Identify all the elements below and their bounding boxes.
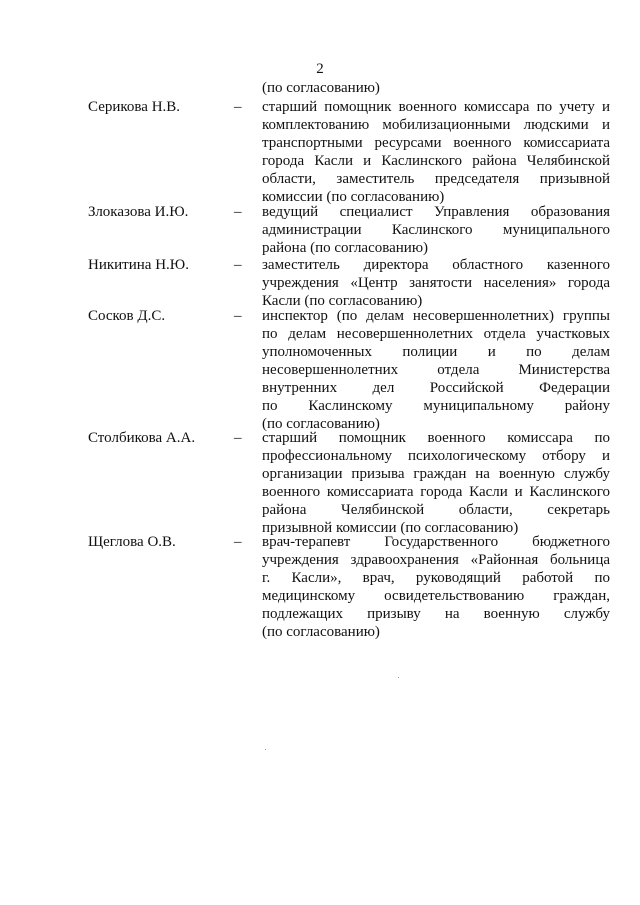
description-line: района Челябинской области, секретарь bbox=[262, 502, 610, 518]
member-description bbox=[262, 429, 610, 537]
description-line: уполномоченных полиции и по делам bbox=[262, 344, 610, 360]
member-name: Сосков Д.С. bbox=[88, 308, 166, 324]
member-name: Никитина Н.Ю. bbox=[88, 257, 189, 273]
description-line: призывной комиссии (по согласованию) bbox=[262, 520, 519, 536]
page-number: 2 bbox=[316, 61, 324, 77]
description-line: организации призыва граждан на военную службу bbox=[262, 466, 610, 482]
member-dash: – bbox=[234, 257, 242, 273]
description-line: Касли (по согласованию) bbox=[262, 293, 423, 309]
description-line: ведущий специалист Управления образования bbox=[262, 204, 610, 220]
continuation-text: (по согласованию) bbox=[262, 80, 380, 96]
member-dash: – bbox=[234, 204, 242, 220]
description-line: учреждения «Центр занятости населения» города bbox=[262, 275, 610, 291]
description-line: внутренних дел Российской Федерации bbox=[262, 380, 610, 396]
description-line: города Касли и Каслинского района Челябинской bbox=[262, 153, 610, 169]
member-dash: – bbox=[234, 308, 242, 324]
description-line: комиссии (по согласованию) bbox=[262, 189, 445, 205]
description-line: г. Касли», врач, руководящий работой по bbox=[262, 570, 610, 586]
member-name: Столбикова А.А. bbox=[88, 430, 196, 446]
description-line: комплектованию мобилизационными людскими и bbox=[262, 117, 610, 133]
member-description bbox=[262, 98, 610, 206]
description-line: по делам несовершеннолетних отдела участковых bbox=[262, 326, 610, 342]
description-line: подлежащих призыву на военную службу bbox=[262, 606, 610, 622]
description-line: несовершеннолетних отдела Министерства bbox=[262, 362, 610, 378]
description-line: учреждения здравоохранения «Районная больница bbox=[262, 552, 610, 568]
description-line: военного комиссариата города Касли и Каслинского bbox=[262, 484, 610, 500]
member-dash: – bbox=[234, 430, 242, 446]
description-line: области, заместитель председателя призывной bbox=[262, 171, 610, 187]
member-description bbox=[262, 203, 610, 257]
member-dash: – bbox=[234, 534, 242, 550]
description-line: старший помощник военного комиссара по учету и bbox=[262, 99, 610, 115]
member-description bbox=[262, 533, 610, 641]
description-line: администрации Каслинского муниципального bbox=[262, 222, 610, 238]
description-line: заместитель директора областного казенного bbox=[262, 257, 610, 273]
description-line: по Каслинскому муниципальному району bbox=[262, 398, 610, 414]
member-dash: – bbox=[234, 99, 242, 115]
description-line: инспектор (по делам несовершеннолетних) группы bbox=[262, 308, 610, 324]
description-line: района (по согласованию) bbox=[262, 240, 429, 256]
member-name: Щеглова О.В. bbox=[88, 534, 176, 550]
member-name: Серикова Н.В. bbox=[88, 99, 181, 115]
description-line: медицинскому освидетельствованию граждан, bbox=[262, 588, 610, 604]
description-line: (по согласованию) bbox=[262, 416, 380, 432]
description-line: (по согласованию) bbox=[262, 624, 380, 640]
member-name: Злоказова И.Ю. bbox=[88, 204, 189, 220]
member-description bbox=[262, 256, 610, 310]
scan-speck bbox=[398, 677, 399, 678]
description-line: транспортными ресурсами военного комиссариата bbox=[262, 135, 610, 151]
description-line: врач-терапевт Государственного бюджетного bbox=[262, 534, 610, 550]
description-line: старший помощник военного комиссара по bbox=[262, 430, 610, 446]
description-line: профессиональному психологическому отбору и bbox=[262, 448, 610, 464]
member-description bbox=[262, 307, 610, 433]
scan-speck bbox=[265, 749, 266, 750]
